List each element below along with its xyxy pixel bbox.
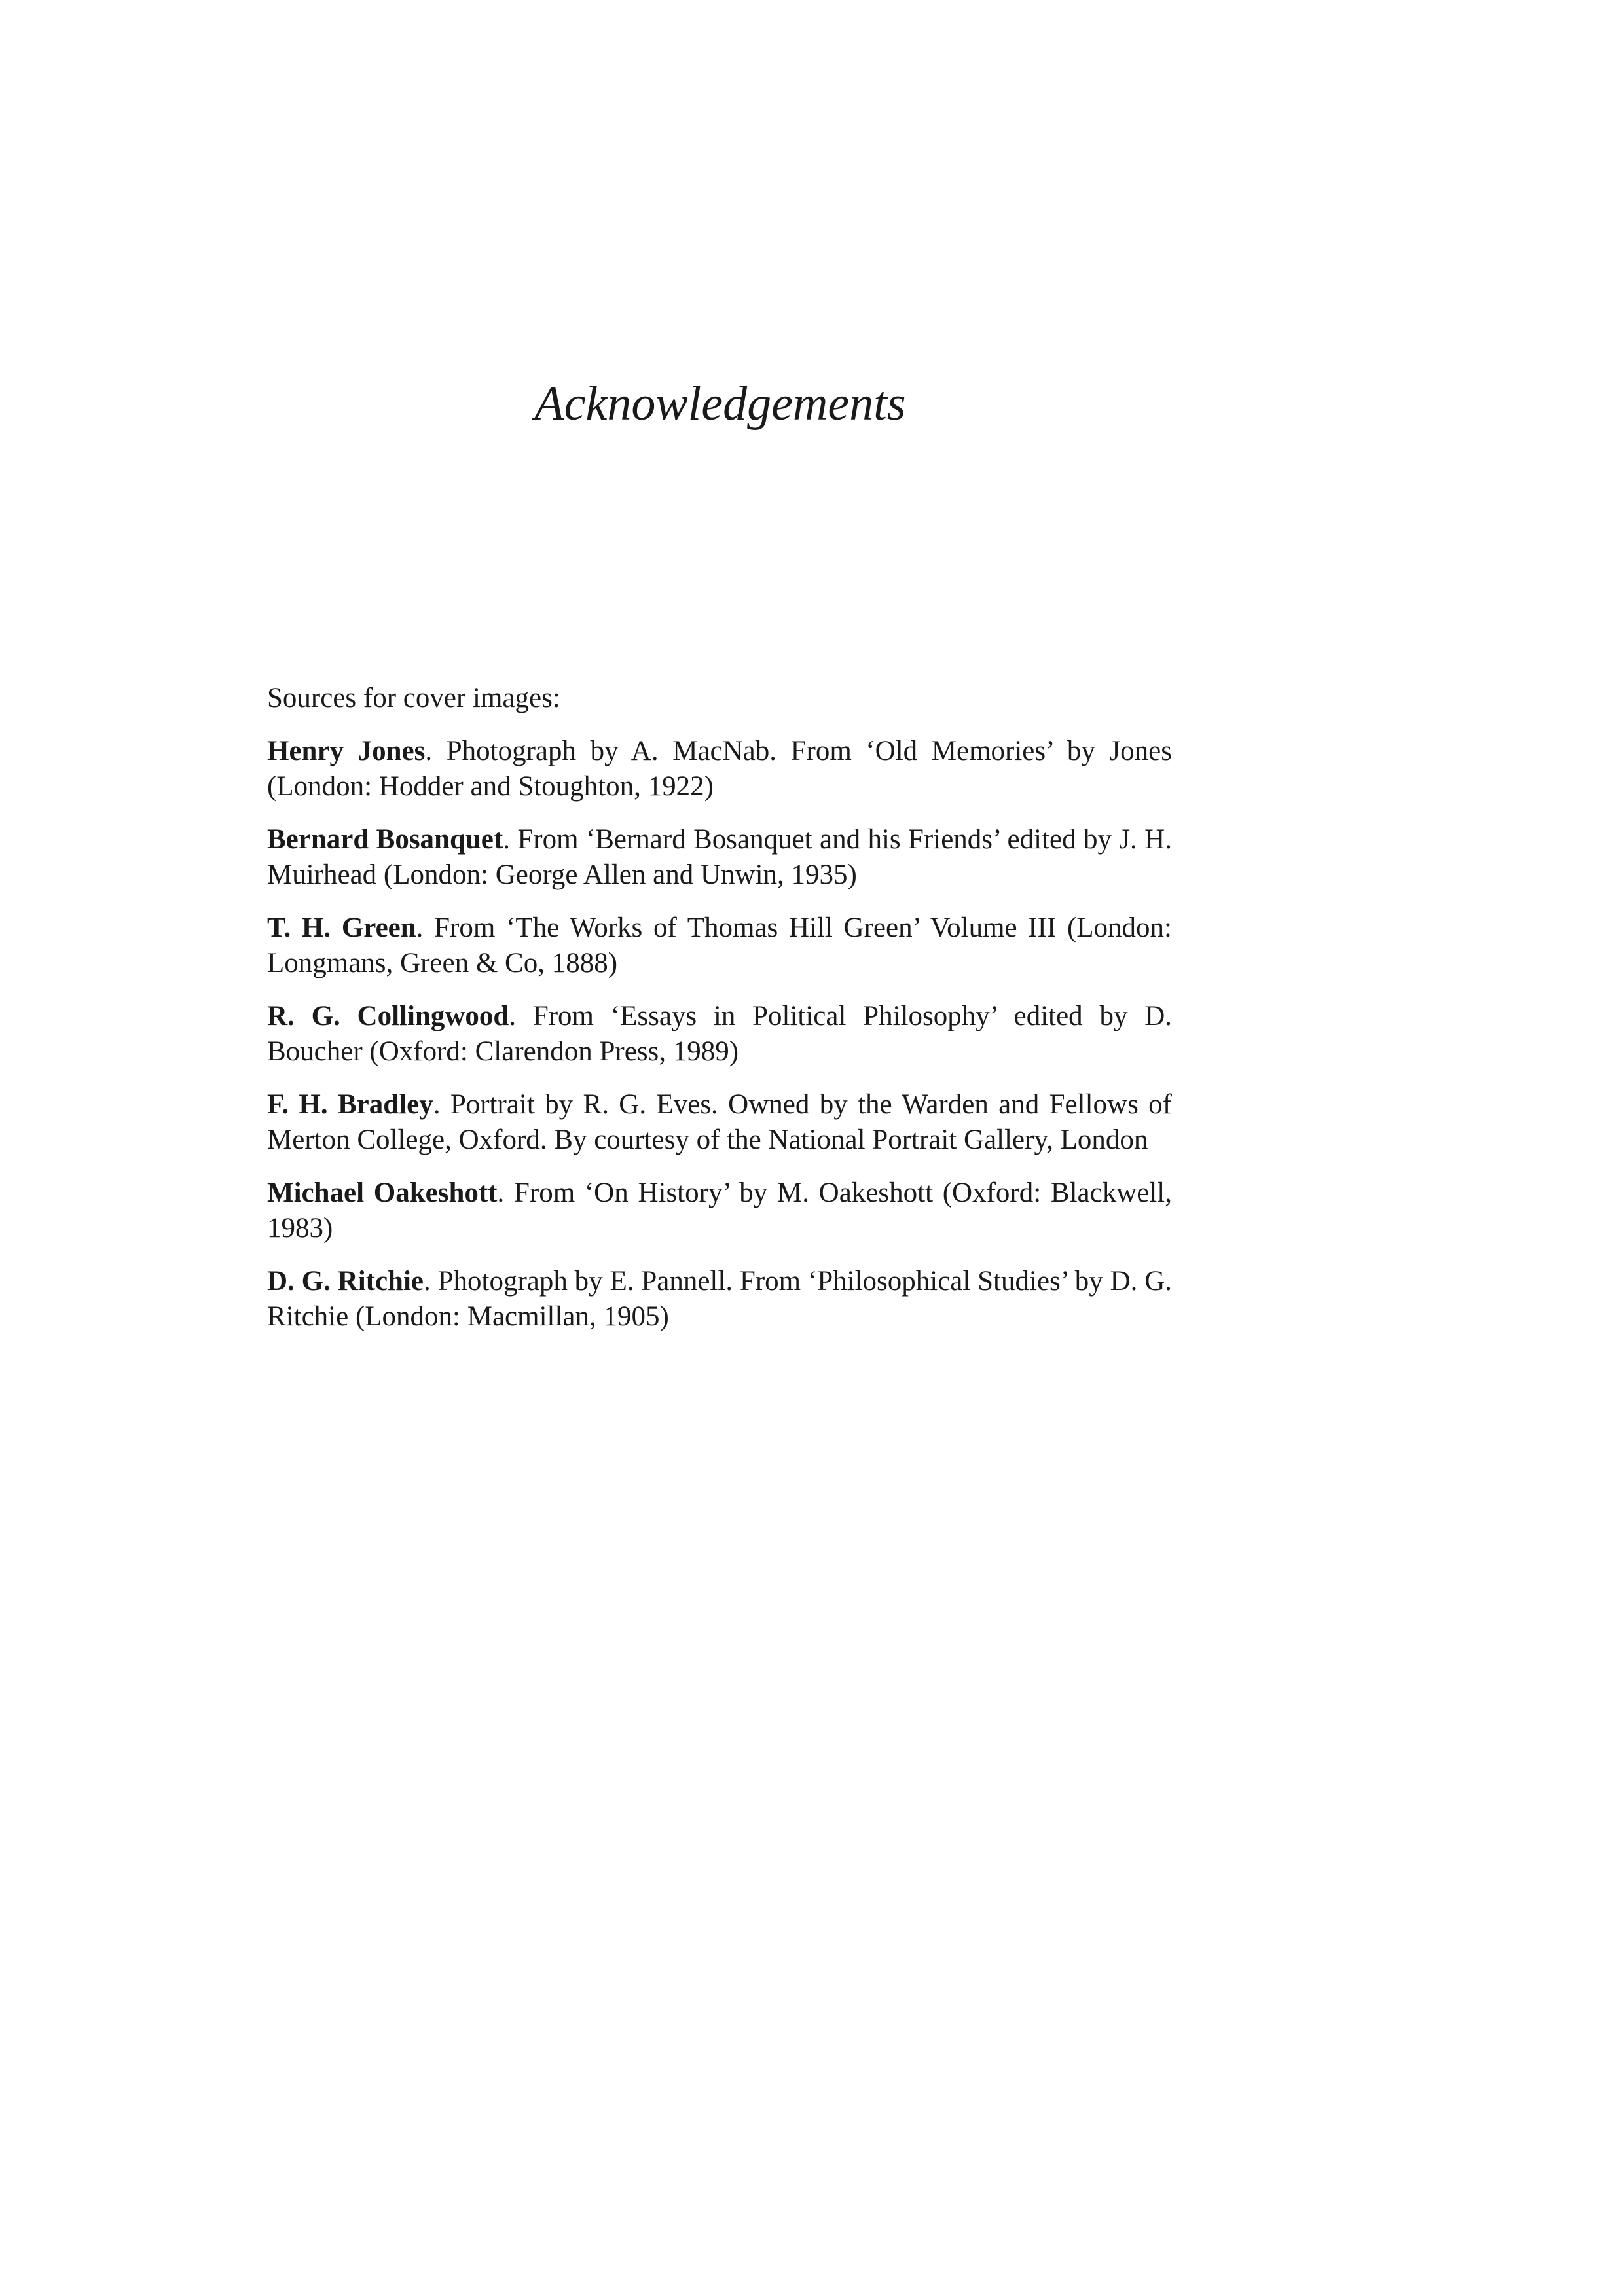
entry-name: R. G. Collingwood bbox=[267, 1001, 509, 1031]
entry-text: . From ‘Bernard Bosanquet and his Friends’ edited by J. H. Muirhead (London: George Allen and Unwin, 1935) bbox=[267, 824, 1172, 890]
source-entry bbox=[267, 910, 1172, 981]
source-entry bbox=[267, 1264, 1172, 1335]
acknowledgements-body bbox=[267, 681, 1172, 1352]
entry-name: T. H. Green bbox=[267, 912, 416, 943]
entry-text: . From ‘On History’ by M. Oakeshott (Oxford: Blackwell, 1983) bbox=[267, 1177, 1172, 1244]
source-entry bbox=[267, 734, 1172, 804]
entry-text: . From ‘Essays in Political Philosophy’ edited by D. Boucher (Oxford: Clarendon Press, 1989) bbox=[267, 1001, 1173, 1067]
entry-text: . Photograph by A. MacNab. From ‘Old Memories’ by Jones (London: Hodder and Stoughton, 1922) bbox=[267, 736, 1172, 802]
entry-name: D. G. Ritchie bbox=[267, 1266, 424, 1297]
source-entry bbox=[267, 999, 1172, 1069]
entry-text: . Portrait by R. G. Eves. Owned by the Warden and Fellows of Merton College, Oxford. By courtesy of the National Portrait Gallery, London bbox=[267, 1089, 1172, 1155]
entry-name: Henry Jones bbox=[267, 736, 426, 766]
source-entry bbox=[267, 822, 1172, 893]
entry-text: . From ‘The Works of Thomas Hill Green’ Volume III (London: Longmans, Green & Co, 1888) bbox=[267, 912, 1172, 978]
source-entry bbox=[267, 1087, 1172, 1158]
entry-name: Bernard Bosanquet bbox=[267, 824, 503, 855]
entry-name: Michael Oakeshott bbox=[267, 1177, 498, 1208]
intro-text: Sources for cover images: bbox=[267, 683, 560, 713]
page-title: Acknowledgements bbox=[534, 377, 906, 431]
source-entry bbox=[267, 1175, 1172, 1246]
entry-name: F. H. Bradley bbox=[267, 1089, 433, 1120]
entry-text: . Photograph by E. Pannell. From ‘Philosophical Studies’ by D. G. Ritchie (London: Macmillan, 1905) bbox=[267, 1266, 1173, 1332]
